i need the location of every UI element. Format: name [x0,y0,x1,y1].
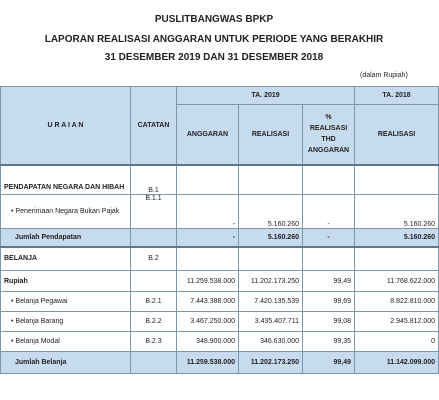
pnbp-2018: 5.160.260 [355,195,439,229]
belanja-title: BELANJA [1,247,131,271]
report-title: LAPORAN REALISASI ANGGARAN UNTUK PERIODE YANG BERAKHIR [44,34,384,45]
pendapatan-note: B.1 [131,165,177,195]
pnbp-realisasi: 5.160.260 [239,195,303,229]
col-anggaran: ANGGARAN [177,105,239,165]
col-ta2018: TA. 2018 [355,87,439,105]
jumlah-belanja-label: Jumlah Belanja [1,352,131,374]
pegawai-anggaran: 7.443.388.000 [177,292,239,312]
jumlah-pendapatan-anggaran: - [177,229,239,247]
col-realisasi: REALISASI [239,105,303,165]
modal-realisasi: 346.630.000 [239,332,303,352]
budget-realization-table [0,86,439,374]
currency-unit: (dalam Rupiah) [360,72,408,79]
jumlah-pendapatan-label: Jumlah Pendapatan [1,229,131,247]
col-catatan: CATATAN [131,87,177,165]
pnbp-note: B.1.1 [131,195,177,229]
pnbp-pct: - [303,195,355,229]
modal-pct: 99,35 [303,332,355,352]
report-period: 31 DESEMBER 2019 DAN 31 DESEMBER 2018 [104,52,324,63]
barang-note: B.2.2 [131,312,177,332]
col-ta2019: TA. 2019 [177,87,355,105]
jumlah-pendapatan-realisasi: 5.160.260 [239,229,303,247]
pnbp-label: • Penerimaan Negara Bukan Pajak [1,195,131,229]
col-realisasi-2018: REALISASI [355,105,439,165]
org-name: PUSLITBANGWAS BPKP [154,14,274,25]
col-uraian: U R A I A N [1,87,131,165]
pegawai-pct: 99,69 [303,292,355,312]
rupiah-anggaran: 11.259.538.000 [177,271,239,292]
rupiah-2018: 11.768.622.000 [355,271,439,292]
jumlah-belanja-realisasi: 11.202.173.250 [239,352,303,374]
barang-2018: 2.945.812.000 [355,312,439,332]
jumlah-belanja-pct: 99,49 [303,352,355,374]
barang-pct: 99,08 [303,312,355,332]
rupiah-label: Rupiah [1,271,131,292]
barang-label: • Belanja Barang [1,312,131,332]
barang-anggaran: 3.467.250.000 [177,312,239,332]
belanja-note: B.2 [131,247,177,271]
modal-note: B.2.3 [131,332,177,352]
rupiah-pct: 99,49 [303,271,355,292]
pnbp-anggaran: - [177,195,239,229]
jumlah-pendapatan-pct: - [303,229,355,247]
pegawai-note: B.2.1 [131,292,177,312]
rupiah-realisasi: 11.202.173.250 [239,271,303,292]
pendapatan-title: PENDAPATAN NEGARA DAN HIBAH [1,165,131,195]
modal-2018: 0 [355,332,439,352]
barang-realisasi: 3.435.407.711 [239,312,303,332]
jumlah-belanja-2018: 11.142.099.000 [355,352,439,374]
jumlah-pendapatan-2018: 5.160.260 [355,229,439,247]
pegawai-realisasi: 7.420.135.539 [239,292,303,312]
col-pct: % REALISASI THD ANGGARAN [303,105,355,165]
pegawai-label: • Belanja Pegawai [1,292,131,312]
modal-anggaran: 348.900.000 [177,332,239,352]
jumlah-belanja-anggaran: 11.259.538.000 [177,352,239,374]
modal-label: • Belanja Modal [1,332,131,352]
pegawai-2018: 8.822.810.000 [355,292,439,312]
